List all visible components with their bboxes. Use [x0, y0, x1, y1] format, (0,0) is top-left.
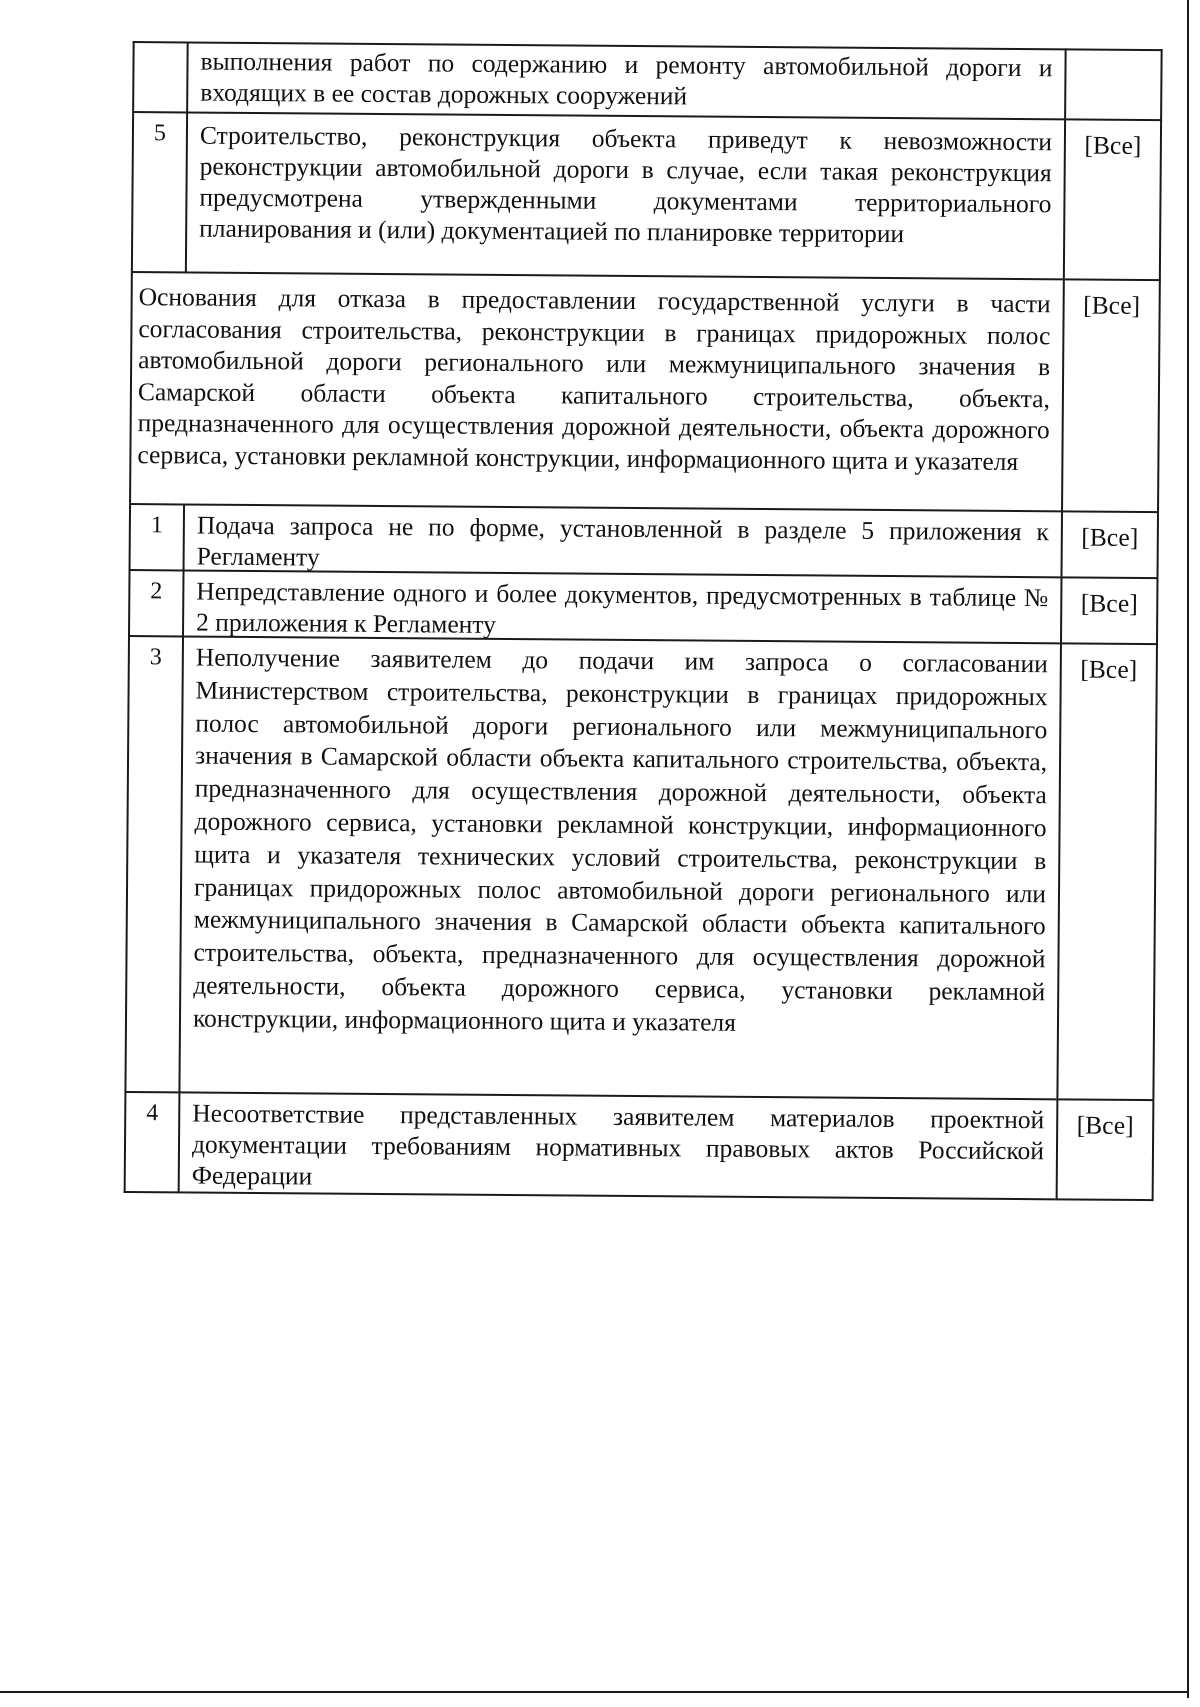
number-cell: [131, 111, 186, 271]
scope-value: [Все]: [1062, 588, 1156, 619]
scope-value: [Все]: [1066, 130, 1160, 161]
scope-cell: [1056, 642, 1158, 1099]
row-text: выполнения работ по содержанию и ремонту автомобильной дороги и входящих в ее состав дорожных сооружений: [200, 46, 1052, 115]
table-row: [132, 41, 1163, 119]
scope-cell: [1063, 118, 1162, 279]
table-row: [129, 503, 1159, 577]
text-cell: [178, 1091, 1057, 1200]
table-row: [124, 1091, 1155, 1201]
row-text: Строительство, реконструкция объекта приведут к невозможности реконструкции автомобильной дороги в случае, если такая реконструкция предусмотрена утвержденными документами территориального планирования и (или) документацией по планировке территории: [199, 120, 1052, 251]
section-text-cell: [129, 271, 1063, 510]
scope-value: [Все]: [1062, 654, 1156, 685]
row-number: 1: [131, 511, 183, 539]
scope-cell: [1064, 48, 1163, 119]
table-row: [124, 635, 1158, 1099]
table-row: [131, 111, 1162, 279]
section-row: [129, 271, 1161, 511]
number-cell: [124, 635, 182, 1091]
row-text: Подача запроса не по форме, установленной в разделе 5 приложения к Регламенту: [197, 510, 1049, 579]
scope-cell: [1061, 278, 1161, 511]
scope-cell: [1061, 510, 1160, 577]
text-cell: [186, 41, 1065, 118]
text-cell: [185, 111, 1064, 278]
text-cell: [183, 503, 1061, 576]
table-row: [128, 569, 1158, 643]
text-cell: [178, 635, 1060, 1098]
row-number: 5: [134, 119, 186, 147]
scope-value: [Все]: [1065, 290, 1159, 321]
scope-value: [Все]: [1063, 522, 1157, 553]
text-cell: [182, 569, 1060, 642]
number-cell: [124, 1091, 179, 1193]
row-number: 2: [130, 577, 182, 605]
scope-value: [Все]: [1058, 1110, 1152, 1141]
scope-cell: [1056, 1098, 1155, 1201]
number-cell: [129, 503, 184, 569]
row-number: 4: [126, 1099, 178, 1127]
section-text: Основания для отказа в предоставлении государственной услуги в части согласования строительства, реконструкции в границах придорожных полос автомобильной дороги регионального или межмуниципального значения в Самарской области объекта капитального строительства, объекта, предназначенного для осуществления дорожной деятельности, объекта дорожного сервиса, установки рекламной конструкции, информационного щита и указателя: [137, 281, 1050, 477]
row-text: Непредставление одного и более документов, предусмотренных в таблице № 2 приложения к Регламенту: [196, 576, 1048, 645]
row-number: 3: [130, 643, 182, 671]
row-text: Неполучение заявителем до подачи им запроса о согласовании Министерством строительства, реконструкции в границах придорожных полос автомобильной дороги регионального или межмуниципального значения в Самарской области объекта капитального строительства, объекта, предназначенного для осуществления дорожной деятельности, объекта дорожного сервиса, установки рекламной конструкции, информационного щита и указателя технических условий строительства, реконструкции в границах придорожных полос автомобильной дороги регионального или межмуниципального значения в Самарской области объекта капитального строительства, объекта, предназначенного для осуществления дорожной деятельности, объекта дорожного сервиса, установки рекламной конструкции, информационного щита и указателя: [193, 642, 1048, 1042]
scope-cell: [1060, 576, 1159, 643]
number-cell: [132, 41, 187, 111]
row-text: Несоответствие представленных заявителем материалов проектной документации требованиям нормативных правовых актов Российской Федерации: [192, 1098, 1045, 1198]
scope-value: [1067, 60, 1161, 61]
number-cell: [128, 569, 183, 635]
